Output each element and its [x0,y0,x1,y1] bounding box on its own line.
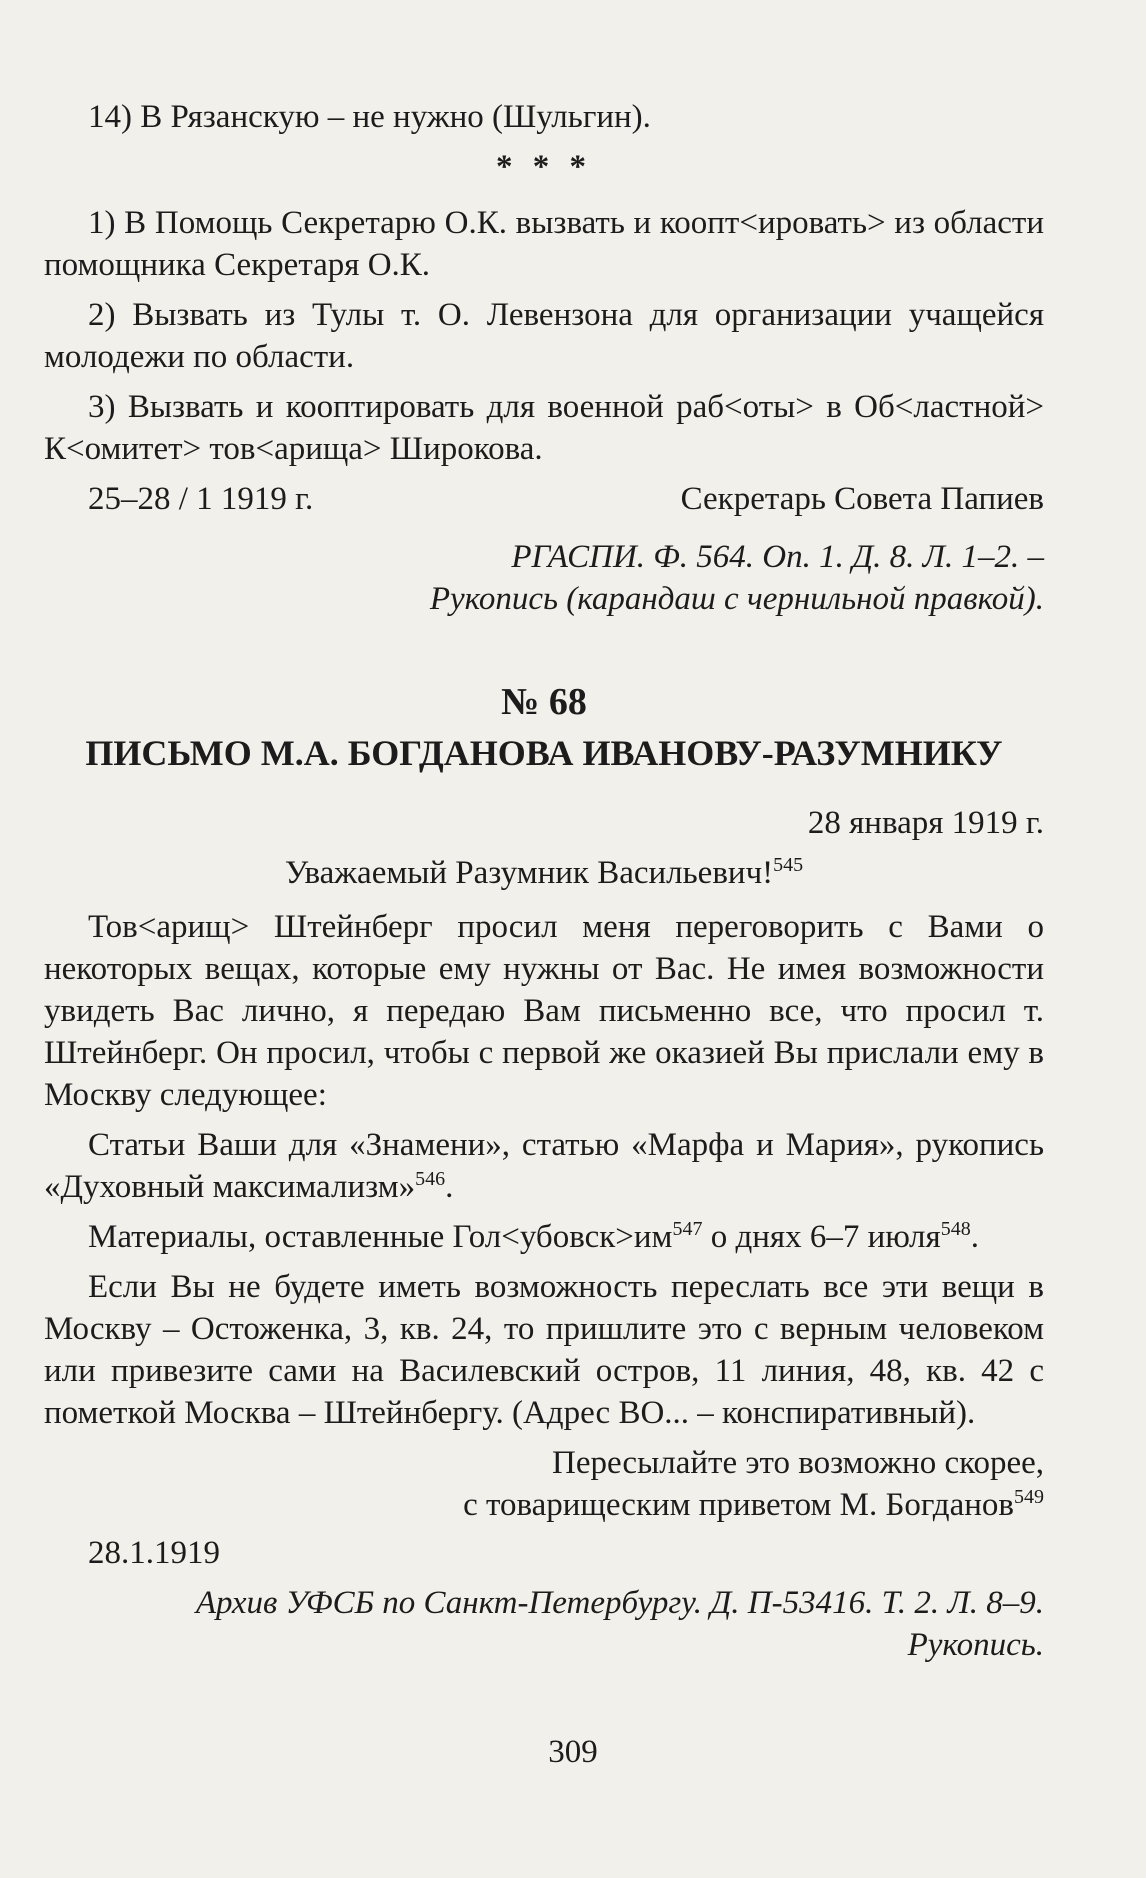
resolution-date: 25–28 / 1 1919 г. [88,481,314,517]
letter-closing-2 [44,1484,1044,1526]
footnote-mark: 545 [773,854,804,876]
letter-signed-date: 28.1.1919 [88,1535,220,1571]
archive-note-1: Рукопись (карандаш с чернильной правкой). [429,581,1044,617]
footnote-mark: 548 [940,1218,971,1240]
resolution-signatory: Секретарь Совета Папиев [680,481,1044,517]
resolution-item-1: 1) В Помощь Секретарю О.К. вызвать и коопт<ировать> из области помощника Секретаря О.К. [44,205,1044,283]
closing-text: с товарищеским приветом М. Богданов [463,1487,1014,1523]
page-content [44,96,1044,1666]
archive-note-2: Рукопись. [907,1627,1044,1663]
document-title: ПИСЬМО М.А. БОГДАНОВА ИВАНОВУ-РАЗУМНИКУ [85,733,1003,773]
footnote-mark: 549 [1014,1486,1044,1508]
list-item-end: . [445,1169,454,1205]
resolution-item-3: 3) Вызвать и кооптировать для военной раб<оты> в Об<ластной> К<омитет> тов<арища> Широкова. [44,389,1044,467]
list-item-text: Материалы, оставленные Гол<убовск>им [88,1219,673,1255]
resolution-item-14: 14) В Рязанскую – не нужно (Шульгин). [88,99,651,135]
document-number: № 68 [501,681,587,723]
archive-reference-2: Архив УФСБ по Санкт-Петербургу. Д. П-53416. Т. 2. Л. 8–9. [195,1585,1044,1621]
letter-list-item-2 [44,1216,1044,1258]
page-number: 309 [548,1734,598,1770]
list-item-end: . [970,1219,979,1255]
letter-list-item-1 [44,1124,1044,1208]
section-separator: * * * [496,149,592,185]
letter-paragraph: Тов<арищ> Штейнберг просил меня переговорить с Вами о некоторых вещах, которые ему нужны от Вас. Не имея возможности увидеть Вас лично, я передаю Вам письменно все, что просил т. Штейнберг. Он просил, чтобы с первой же оказией Вы прислали ему в Москву следующее: [44,909,1044,1113]
resolution-signature-row [44,478,1044,520]
list-item-text: о днях 6–7 июля [702,1219,941,1255]
letter-paragraph-last: Если Вы не будете иметь возможность переслать все эти вещи в Москву – Остоженка, 3, кв. 24, то пришлите это с верным человеком или привезите сами на Василевский остров, 11 линия, 48, кв. 42 с пометкой Москва – Штейнбергу. (Адрес ВО... – конспиративный). [44,1269,1044,1431]
letter-salutation [44,852,1044,894]
salutation-text: Уважаемый Разумник Васильевич! [284,855,774,891]
letter-closing-1: Пересылайте это возможно скорее, [551,1445,1044,1481]
letter-date: 28 января 1919 г. [807,805,1044,841]
archive-reference-1: РГАСПИ. Ф. 564. Оп. 1. Д. 8. Л. 1–2. – [511,539,1044,575]
list-item-text: Статьи Ваши для «Знамени», статью «Марфа и Мария», рукопись «Духовный максимализм» [44,1127,1044,1205]
footnote-mark: 546 [415,1168,446,1190]
footnote-mark: 547 [672,1218,703,1240]
resolution-item-2: 2) Вызвать из Тулы т. О. Левензона для организации учащейся молодежи по области. [44,297,1044,375]
